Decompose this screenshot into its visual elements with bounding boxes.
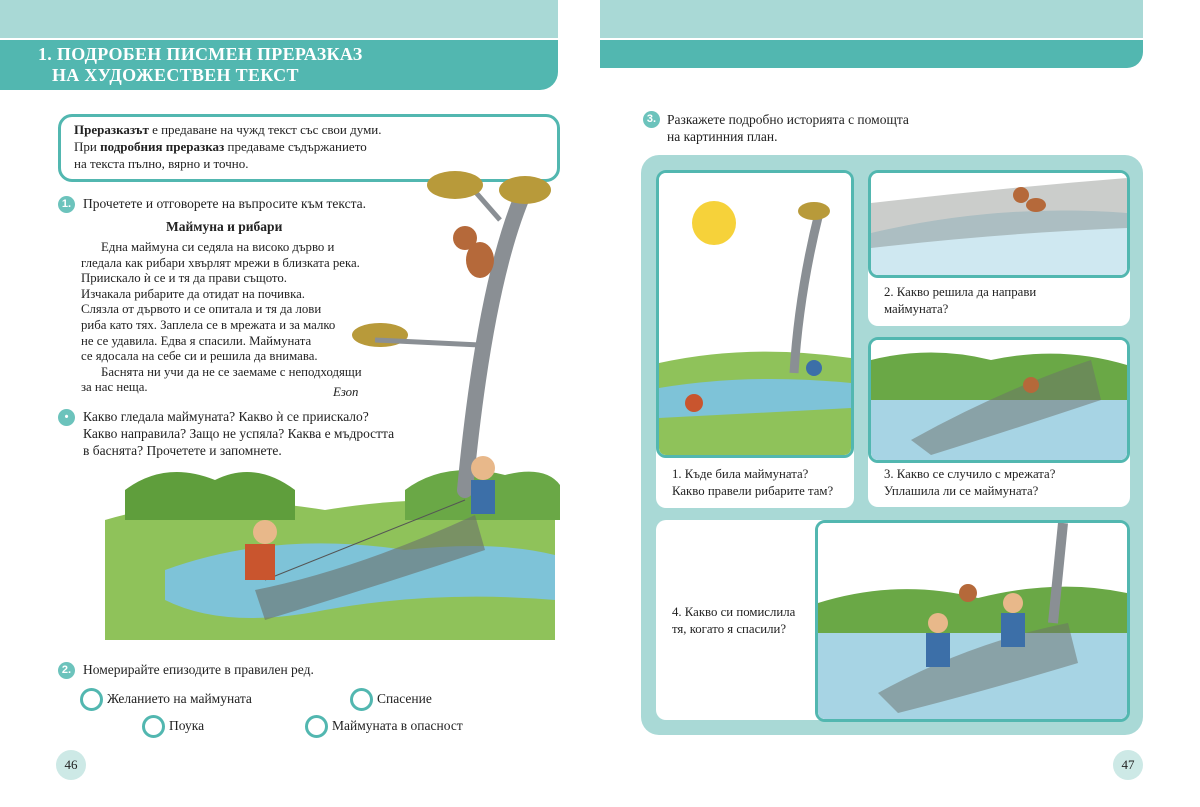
panel-3-caption: 3. Какво се случило с мрежата? Уплашила ли се маймуната? — [884, 467, 1056, 498]
episode-circle-3[interactable] — [142, 715, 165, 738]
panel-4-picture — [815, 520, 1130, 722]
task3-text: Разкажете подробно историята с помощта на картинния план. — [667, 112, 909, 144]
episode-label-2: Спасение — [377, 691, 432, 706]
episode-label-4: Маймуната в опасност — [332, 718, 463, 733]
page-number-left: 46 — [56, 750, 86, 780]
episode-label-1: Желанието на маймуната — [107, 691, 252, 706]
panel-3-picture — [868, 337, 1130, 463]
panel-2-illustration — [871, 173, 1127, 275]
story-author: Езоп — [333, 385, 359, 399]
panel-4-illustration — [818, 523, 1127, 719]
section-title: 1. ПОДРОБЕН ПИСМЕН ПРЕРАЗКАЗ НА ХУДОЖЕСТВЕН ТЕКСТ — [38, 44, 363, 85]
task3-number: 3. — [643, 111, 660, 128]
episode-circle-1[interactable] — [80, 688, 103, 711]
page-number-right: 47 — [1113, 750, 1143, 780]
panel-2-picture — [868, 170, 1130, 278]
episode-label-3: Поука — [169, 718, 205, 733]
bullet-badge: • — [58, 409, 75, 426]
task2-number: 2. — [58, 662, 75, 679]
top-band-left — [0, 0, 558, 38]
story-text: Една маймуна си седяла на високо дърво и гледала как рибари хвърлят мрежи в близката река. Приискало ѝ се и тя да прави същото. Изчакала рибарите да отидат на почивка. Слязла от дървото и се опитала и тя да лови риба като тях. Заплела се в мрежата и за малко не се удавила. Едва я спасили. Маймуната се ядосала на себе си и решила да внимава. Баснята ни учи да не се заемаме с неподходящи за нас неща. — [81, 240, 362, 395]
panel-2-caption: 2. Какво решила да направи маймуната? — [884, 285, 1037, 316]
story-title: Маймуна и рибари — [166, 219, 283, 234]
episode-circle-4[interactable] — [305, 715, 328, 738]
panel-3-illustration — [871, 340, 1127, 460]
task2-text: Номерирайте епизодите в правилен ред. — [83, 662, 314, 677]
header-bar-right — [600, 40, 1143, 68]
story-illustration — [105, 160, 560, 650]
task1-number: 1. — [58, 196, 75, 213]
task1-text: Прочетете и отговорете на въпросите към текста. — [83, 196, 367, 211]
episode-circle-2[interactable] — [350, 688, 373, 711]
panel-1-illustration — [659, 173, 851, 455]
panel-1-caption: 1. Къде била маймуната? Какво правели рибарите там? — [672, 467, 834, 498]
panel-1-picture — [656, 170, 854, 458]
definition-text: Преразказът е предаване на чужд текст със свои думи. При подробния преразказ предаваме съдържанието на текста пълно, вярно и точно. — [74, 122, 382, 171]
questions-text: Какво гледала маймуната? Какво ѝ се приискало? Какво направила? Защо не успяла? Каква е мъдростта в баснята? Прочетете и запомнете. — [83, 409, 395, 458]
panel-4-caption: 4. Какво си помислила тя, когато я спасили? — [672, 605, 796, 636]
top-band-right — [600, 0, 1143, 38]
